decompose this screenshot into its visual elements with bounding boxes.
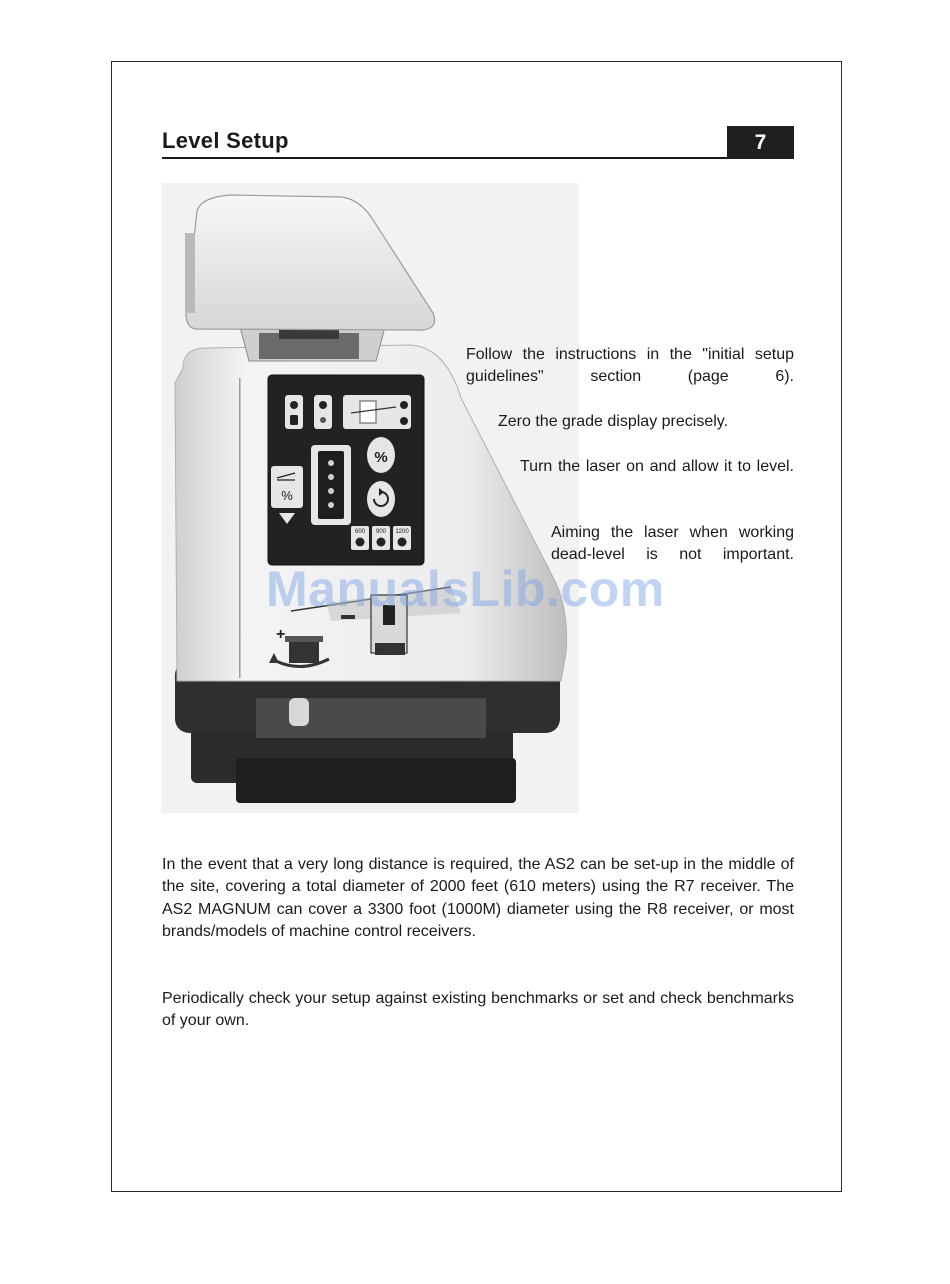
cap-side — [185, 233, 195, 313]
rotate-button — [367, 481, 395, 517]
grade-percent-label: % — [281, 488, 293, 503]
page-title: Level Setup — [162, 128, 289, 153]
range-label: 900 — [375, 529, 387, 535]
body-paragraph: Periodically check your setup against existing benchmarks or set and check benchmarks of your own. — [162, 990, 794, 1030]
header-rule — [162, 157, 794, 159]
level-indicator-icon — [314, 395, 332, 429]
tilt-indicator-icon — [343, 395, 411, 429]
page-number: 7 — [727, 126, 794, 159]
instruction-step: Aiming the laser when working dead-level is not important. — [551, 524, 794, 563]
instrument-base — [175, 661, 560, 803]
range-buttons — [351, 526, 411, 550]
instruction-step: Follow the instructions in the "initial setup guidelines" section (page 6). — [466, 346, 794, 385]
body-seam — [239, 378, 241, 678]
percent-button-label: % — [374, 449, 388, 466]
body-paragraph: In the event that a very long distance is required, the AS2 can be set-up in the middle of the site, covering a total diameter of 2000 feet (610 meters) using the R7 receiver. The AS2 MAGNUM can cover a 3300 foot (1000M) diameter using the R8 receiver, or most brands/models of machine control receivers. — [162, 856, 794, 940]
laser-level-photo — [161, 183, 579, 813]
control-panel — [268, 375, 424, 565]
svg-text:+: + — [276, 626, 286, 643]
watermark: ManualsLib.com — [266, 561, 665, 617]
range-label: 600 — [354, 529, 366, 535]
range-label: 1200 — [395, 529, 409, 535]
instruction-step: Zero the grade display precisely. — [498, 413, 729, 430]
page-header — [162, 124, 794, 160]
instruction-step: Turn the laser on and allow it to level. — [520, 458, 794, 475]
